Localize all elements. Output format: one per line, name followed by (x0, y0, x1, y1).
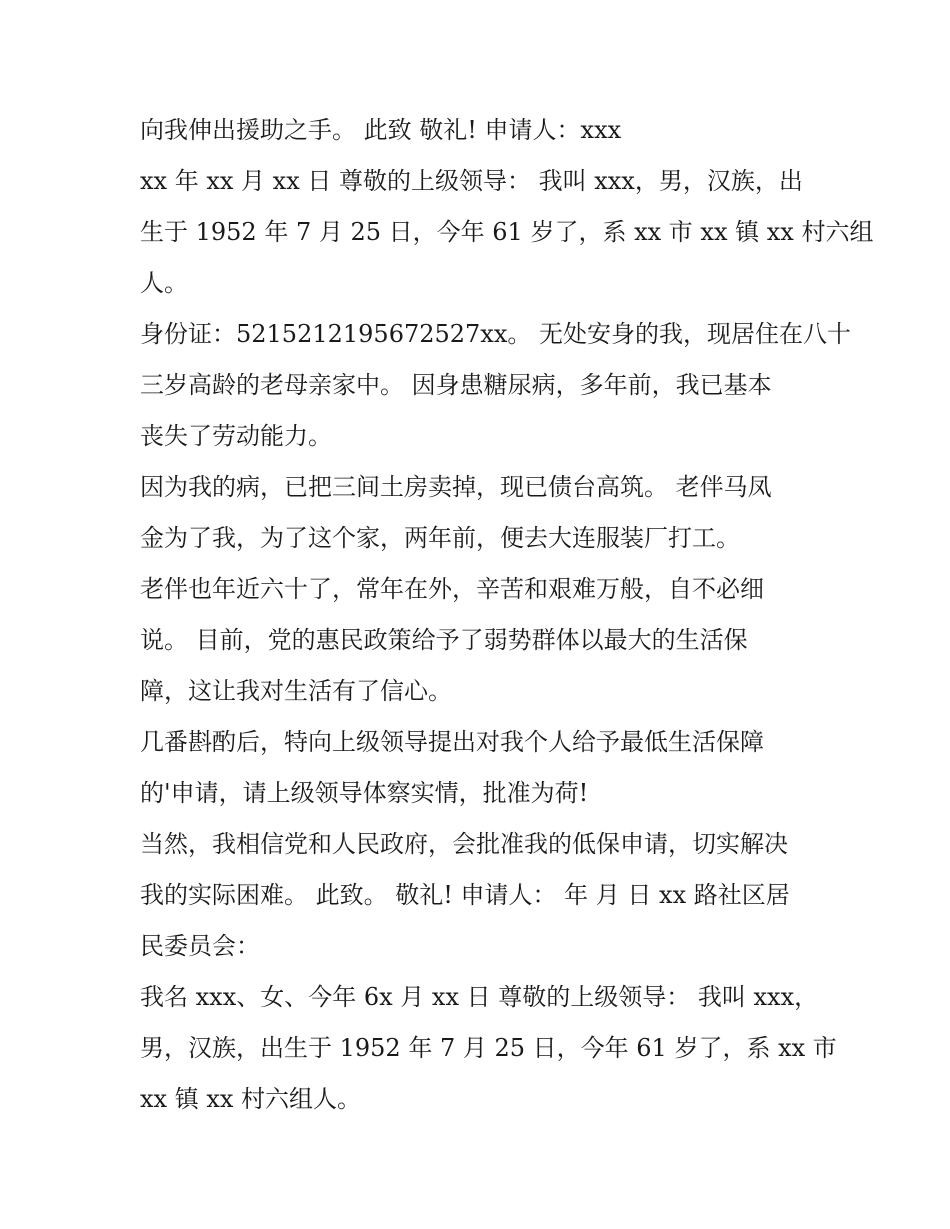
text-line: 民委员会： (140, 932, 260, 960)
text-line: xx 年 xx 月 xx 日 尊敬的上级领导： 我叫 xxx，男，汉族，出 (140, 167, 803, 195)
text-line: 三岁高龄的老母亲家中。 因身患糖尿病，多年前，我已基本 (140, 371, 772, 399)
text-line: 老伴也年近六十了，常年在外，辛苦和艰难万般，自不必细 (140, 575, 764, 603)
text-line: 障，这让我对生活有了信心。 (140, 677, 452, 705)
document-body (140, 105, 874, 1125)
text-line: 说。 目前，党的惠民政策给予了弱势群体以最大的生活保 (140, 626, 748, 654)
text-line: 人。 (140, 269, 188, 297)
text-line: 男，汉族，出生于 1952 年 7 月 25 日，今年 61 岁了，系 xx 市 (140, 1034, 837, 1062)
text-line: 金为了我，为了这个家，两年前，便去大连服装厂打工。 (140, 524, 740, 552)
text-line: 我名 xxx、女、今年 6x 月 xx 日 尊敬的上级领导： 我叫 xxx， (140, 983, 819, 1011)
text-line: 向我伸出援助之手。 此致 敬礼! 申请人：xxx (140, 116, 622, 144)
text-line: 几番斟酌后，特向上级领导提出对我个人给予最低生活保障 (140, 728, 764, 756)
text-line: 的'申请，请上级领导体察实情，批准为荷! (140, 779, 589, 807)
text-line: 我的实际困难。 此致。 敬礼! 申请人： 年 月 日 xx 路社区居 (140, 881, 790, 909)
text-line: 身份证：5215212195672527xx。 无处安身的我，现居住在八十 (140, 320, 852, 348)
text-line: 当然，我相信党和人民政府，会批准我的低保申请，切实解决 (140, 830, 788, 858)
text-line: xx 镇 xx 村六组人。 (140, 1085, 362, 1113)
text-line: 生于 1952 年 7 月 25 日，今年 61 岁了，系 xx 市 xx 镇 xx 村六组 (140, 218, 874, 246)
text-line: 丧失了劳动能力。 (140, 422, 332, 450)
text-line: 因为我的病，已把三间土房卖掉，现已债台高筑。 老伴马凤 (140, 473, 772, 501)
